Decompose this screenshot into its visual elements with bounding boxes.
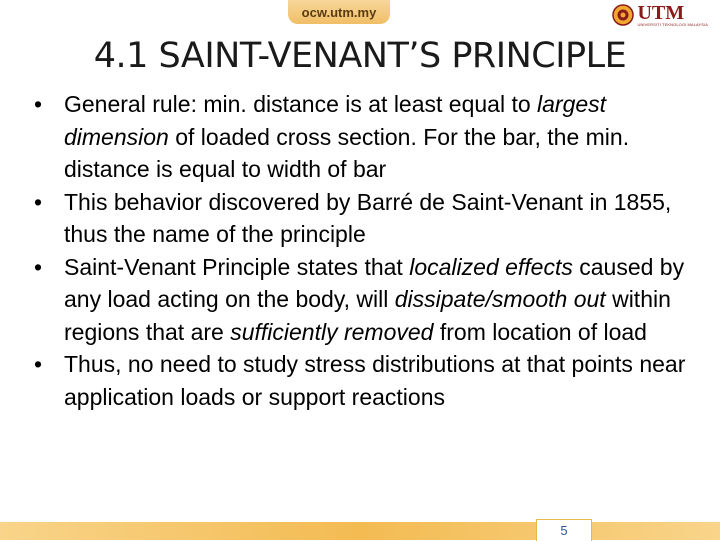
- utm-logo: [612, 2, 708, 28]
- page-number-box: [536, 519, 592, 541]
- bullet-text: of loaded cross section. For the bar, the min. distance is equal to width of bar: [64, 123, 630, 182]
- bullet-text: This behavior discovered by Barré de Saint-Venant in 1855, thus the name of the principle: [64, 188, 672, 247]
- page-number: 5: [560, 523, 568, 538]
- bullet-item: [28, 88, 708, 186]
- footer-bar: [0, 522, 720, 540]
- emphasis-text: largest dimension: [64, 91, 607, 150]
- bullet-text: Saint-Venant Principle states that: [64, 253, 410, 280]
- bullet-marker: •: [33, 253, 43, 280]
- bullet-list: [28, 88, 708, 413]
- bullet-item: [28, 348, 708, 413]
- logo-wordmark: UTM: [637, 2, 685, 24]
- bullet-text: Thus, no need to study stress distributions at that points near application loads or support reactions: [64, 351, 686, 410]
- emphasis-text: sufficiently removed: [230, 318, 434, 345]
- logo-subtext: UNIVERSITI TEKNOLOGI MALAYSIA: [637, 22, 708, 27]
- slide-title: 4.1 SAINT-VENANT’S PRINCIPLE: [93, 36, 627, 76]
- emphasis-text: dissipate/smooth out: [394, 286, 606, 312]
- bullet-marker: •: [33, 91, 43, 117]
- bullet-text: caused by any load acting on the body, will: [64, 253, 685, 312]
- site-url-label: ocw.utm.my: [301, 4, 377, 20]
- bullet-item: [28, 251, 708, 349]
- bullet-text: from location of load: [433, 318, 647, 345]
- bullet-text: General rule: min. distance is at least equal to: [64, 91, 538, 117]
- emphasis-text: localized effects: [409, 253, 573, 280]
- bullet-item: [28, 186, 708, 251]
- bullet-marker: •: [33, 351, 43, 377]
- bullet-text: within regions that are: [64, 286, 671, 345]
- utm-seal-icon: [612, 4, 634, 26]
- bullet-marker: •: [33, 188, 43, 215]
- site-url-tab: [288, 0, 390, 24]
